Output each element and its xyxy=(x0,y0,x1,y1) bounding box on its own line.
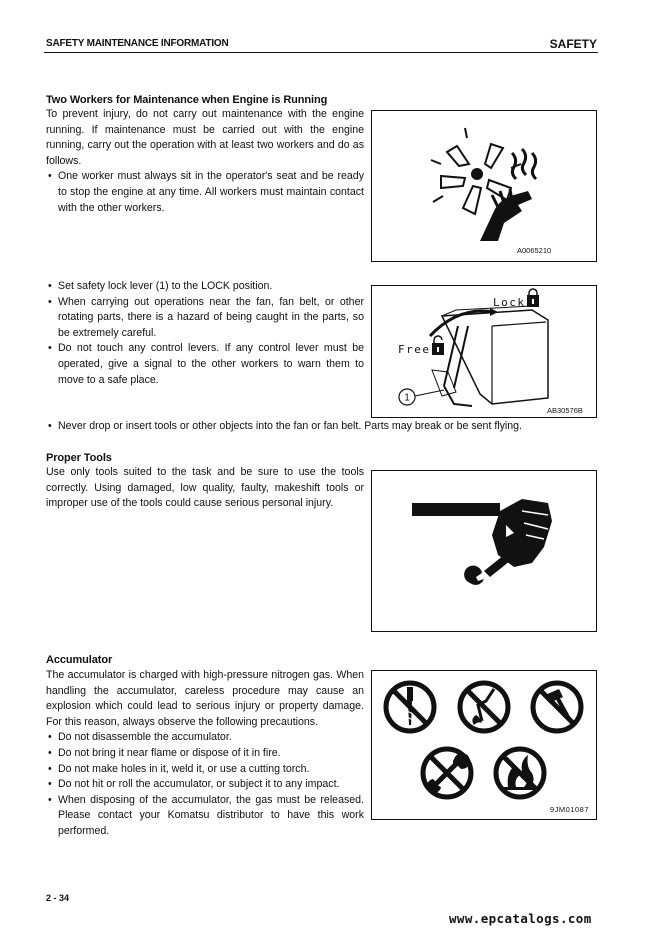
list-item: • Do not hit or roll the accumulator, or subject it to any impact. xyxy=(46,777,364,793)
list-item: • When carrying out operations near the fan, fan belt, or other rotating parts, there is a hazard of being caught in the parts, so be extremely careful. xyxy=(46,295,364,342)
running-header-section: SAFETY xyxy=(549,37,597,51)
lock-lever-icon xyxy=(372,286,596,417)
bullet-list xyxy=(46,279,364,388)
proper-tools-figure xyxy=(371,470,597,632)
free-label: Free xyxy=(398,343,431,356)
section-lock-lever-wide-note xyxy=(46,419,566,435)
list-item: • Do not touch any control levers. If any control lever must be operated, give a signal to the other workers to warn them to move to a safe place. xyxy=(46,341,364,388)
fan-hazard-icon xyxy=(372,111,596,261)
figure-code: AB30576B xyxy=(547,406,583,415)
list-item: • Set safety lock lever (1) to the LOCK position. xyxy=(46,279,364,295)
lock-open-icon xyxy=(432,336,444,355)
hand-wrench-icon xyxy=(372,471,596,631)
list-item: • Do not bring it near flame or dispose of it in fire. xyxy=(46,746,364,762)
list-item: • When disposing of the accumulator, the gas must be released. Please contact your Komatsu distributor to have this work performed. xyxy=(46,793,364,840)
bullet-list xyxy=(46,730,364,839)
list-item: • One worker must always sit in the operator's seat and be ready to stop the engine at any time. All workers must maintain contact with the other workers. xyxy=(46,169,364,216)
list-item: • Do not make holes in it, weld it, or use a cutting torch. xyxy=(46,762,364,778)
section-heading-two-workers: Two Workers for Maintenance when Engine is Running xyxy=(46,94,328,106)
lock-label: Lock xyxy=(493,296,526,309)
header-rule xyxy=(44,52,598,53)
section-heading-accumulator: Accumulator xyxy=(46,654,113,666)
figure-code: 9JM01087 xyxy=(550,805,590,814)
list-item: • Do not disassemble the accumulator. xyxy=(46,730,364,746)
no-welding-icon xyxy=(460,683,508,731)
lock-lever-figure xyxy=(371,285,597,418)
callout-number: 1 xyxy=(404,392,410,404)
no-drilling-icon xyxy=(386,683,434,731)
no-hammering-icon xyxy=(533,683,581,731)
no-wrench-icon xyxy=(423,749,471,797)
paragraph: To prevent injury, do not carry out maintenance with the engine running. If maintenance must be carried out with the engine running, carry out the operation with at least two workers and do as follows. xyxy=(46,108,364,167)
page-number: 2 - 34 xyxy=(46,893,70,903)
section-lock-lever-body xyxy=(46,279,364,388)
accumulator-precautions-figure xyxy=(371,670,597,820)
fan-hazard-figure xyxy=(371,110,597,262)
section-proper-tools-body xyxy=(46,465,364,512)
paragraph: The accumulator is charged with high-pressure nitrogen gas. When handling the accumulator, careless procedure may cause an explosion which could lead to serious injury or property damage. For this reason, always observe the following precautions. xyxy=(46,669,364,728)
bullet-list xyxy=(46,169,364,216)
paragraph: Use only tools suited to the task and be sure to use the tools correctly. Using damaged, low quality, faulty, makeshift tools or improper use of the tools could cause serious personal injury. xyxy=(46,466,364,510)
running-header-title: SAFETY MAINTENANCE INFORMATION xyxy=(46,38,229,49)
watermark-url: www.epcatalogs.com xyxy=(449,911,592,926)
list-item: • Never drop or insert tools or other objects into the fan or fan belt. Parts may break or be sent flying. xyxy=(46,419,566,435)
no-fire-icon xyxy=(496,749,544,797)
bullet-list xyxy=(46,419,566,435)
section-two-workers-body xyxy=(46,107,364,216)
section-accumulator-body xyxy=(46,668,364,840)
section-heading-proper-tools: Proper Tools xyxy=(46,452,112,464)
lock-closed-icon xyxy=(527,289,539,307)
figure-code: A0065210 xyxy=(517,246,552,255)
